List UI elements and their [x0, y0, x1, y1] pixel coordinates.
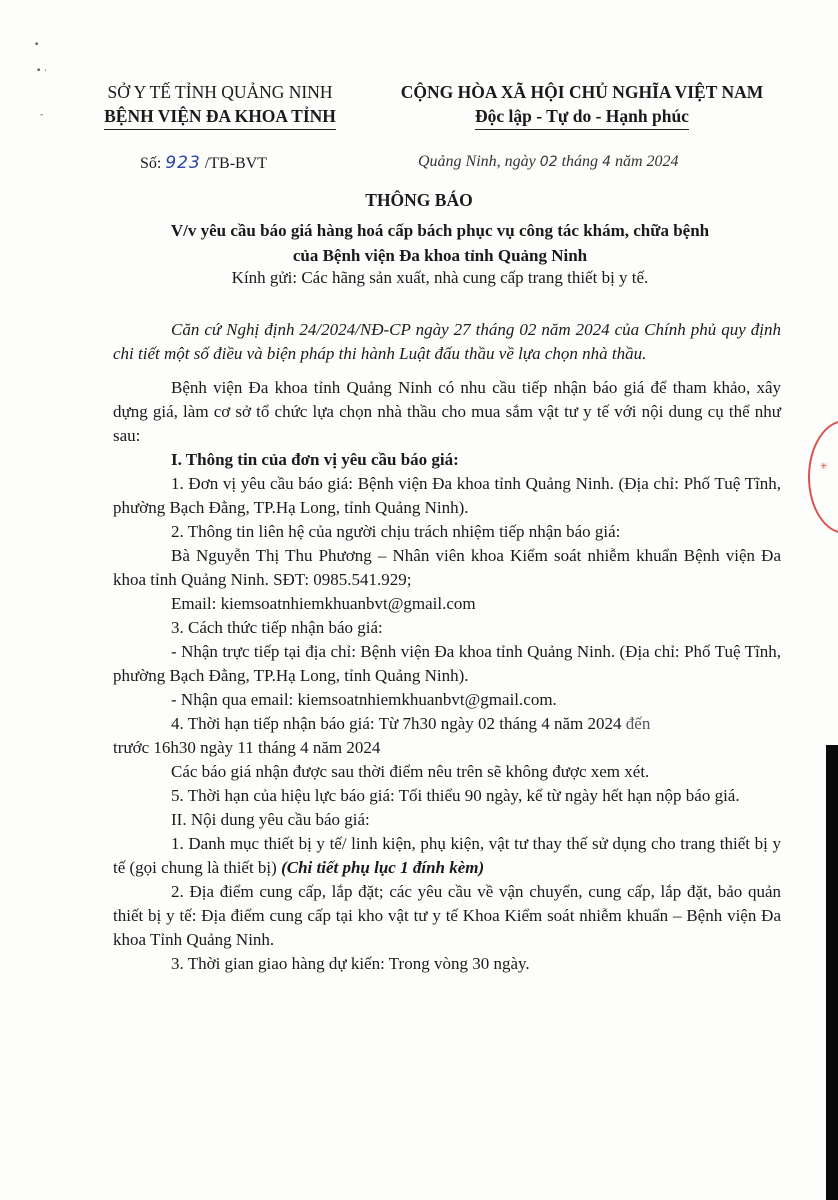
- issuer-hospital: BỆNH VIỆN ĐA KHOA TỈNH: [104, 104, 336, 130]
- doc-number-handwritten: 923: [165, 153, 201, 173]
- doc-number-suffix: /TB-BVT: [204, 155, 268, 172]
- appendix-reference: (Chi tiết phụ lục 1 đính kèm): [281, 858, 485, 877]
- date-month: 4: [602, 154, 611, 170]
- section-1-item-2: 2. Thông tin liên hệ của người chịu trách nhiệm tiếp nhận báo giá:: [171, 522, 621, 541]
- seal-fragment-icon: ✳: [820, 462, 828, 472]
- section-2-heading: II. Nội dung yêu cầu báo giá:: [171, 810, 370, 829]
- national-name: CỘNG HÒA XÃ HỘI CHỦ NGHĨA VIỆT NAM: [400, 82, 764, 102]
- document-subject: [100, 218, 780, 268]
- section-2-item-2: 2. Địa điểm cung cấp, lắp đặt; các yêu cầu về vận chuyển, cung cấp, lắp đặt, bảo quản thiết bị y tế: Địa điểm cung cấp tại kho vật tư y tế Khoa Kiểm soát nhiễm khuẩn – Bệnh viện Đa khoa Tỉnh Quảng Ninh.: [113, 882, 781, 949]
- section-1-item-4: [113, 712, 781, 736]
- date-year: năm 2024: [614, 153, 679, 170]
- scan-speck: • ·: [36, 66, 48, 76]
- legal-basis: Căn cứ Nghị định 24/2024/NĐ-CP ngày 27 tháng 02 năm 2024 của Chính phủ quy định chi tiết một số điều và biện pháp thi hành Luật đấu thầu về lựa chọn nhà thầu.: [113, 320, 781, 363]
- section-1-heading: I. Thông tin của đơn vị yêu cầu báo giá:: [171, 450, 459, 469]
- subject-line-1: V/v yêu cầu báo giá hàng hoá cấp bách phục vụ công tác khám, chữa bệnh: [170, 221, 710, 240]
- national-motto: Độc lập - Tự do - Hạnh phúc: [475, 104, 689, 130]
- deadline-start: 4. Thời hạn tiếp nhận báo giá: Từ 7h30 ngày 02 tháng 4 năm 2024: [171, 714, 622, 733]
- deadline-connector: đến: [625, 714, 651, 733]
- doc-number-prefix: Số:: [140, 155, 162, 172]
- date-day: 02: [539, 154, 558, 170]
- national-header: [372, 80, 792, 130]
- section-2-item-1: [113, 832, 781, 880]
- document-title: THÔNG BÁO: [365, 190, 473, 210]
- issuer-header: [70, 80, 370, 130]
- scan-speck: •: [34, 40, 40, 50]
- subject-line-2: của Bệnh viện Đa khoa tỉnh Quảng Ninh: [292, 246, 588, 265]
- scan-edge-shadow: [826, 745, 838, 1200]
- equipment-list-text: 1. Danh mục thiết bị y tế/ linh kiện, phụ kiện, vật tư thay thế sử dụng cho trang thiết bị y tế (gọi chung là thiết bị): [113, 834, 781, 877]
- deadline-end: trước 16h30 ngày 11 tháng 4 năm 2024: [113, 738, 381, 757]
- document-number: [140, 153, 267, 173]
- receive-email: - Nhận qua email: kiemsoatnhiemkhuanbvt@gmail.com.: [171, 690, 557, 709]
- receive-direct: - Nhận trực tiếp tại địa chỉ: Bệnh viện Đa khoa tỉnh Quảng Ninh. (Địa chỉ: Phố Tuệ Tĩnh, phường Bạch Đằng, TP.Hạ Long, tỉnh Quảng Ninh).: [113, 642, 781, 685]
- recipient-line: Kính gửi: Các hãng sản xuất, nhà cung cấp trang thiết bị y tế.: [231, 268, 649, 287]
- document-date: [418, 153, 679, 171]
- contact-email: Email: kiemsoatnhiemkhuanbvt@gmail.com: [171, 594, 476, 613]
- date-prefix: Quảng Ninh, ngày: [418, 153, 536, 170]
- section-1-item-1: 1. Đơn vị yêu cầu báo giá: Bệnh viện Đa khoa tỉnh Quảng Ninh. (Địa chỉ: Phố Tuệ Tĩnh, phường Bạch Đằng, TP.Hạ Long, tỉnh Quảng Ninh).: [113, 474, 781, 517]
- document-body: [113, 318, 781, 976]
- issuer-department: SỞ Y TẾ TỈNH QUẢNG NINH: [107, 82, 333, 102]
- section-1-item-5: 5. Thời hạn của hiệu lực báo giá: Tối thiểu 90 ngày, kể từ ngày hết hạn nộp báo giá.: [171, 786, 740, 805]
- deadline-note: Các báo giá nhận được sau thời điểm nêu trên sẽ không được xem xét.: [171, 762, 650, 781]
- intro-paragraph: Bệnh viện Đa khoa tỉnh Quảng Ninh có nhu cầu tiếp nhận báo giá để tham khảo, xây dựng giá, làm cơ sở tổ chức lựa chọn nhà thầu cho mua sắm vật tư y tế với nội dung cụ thể như sau:: [113, 378, 781, 445]
- scan-speck: -: [40, 110, 44, 120]
- contact-person: Bà Nguyễn Thị Thu Phương – Nhân viên khoa Kiểm soát nhiễm khuẩn Bệnh viện Đa khoa tỉnh Quảng Ninh. SĐT: 0985.541.929;: [113, 546, 781, 589]
- section-2-item-3: 3. Thời gian giao hàng dự kiến: Trong vòng 30 ngày.: [171, 954, 530, 973]
- section-1-item-3: 3. Cách thức tiếp nhận báo giá:: [171, 618, 383, 637]
- date-month-label: tháng: [561, 153, 599, 170]
- red-seal-stamp: [808, 420, 838, 534]
